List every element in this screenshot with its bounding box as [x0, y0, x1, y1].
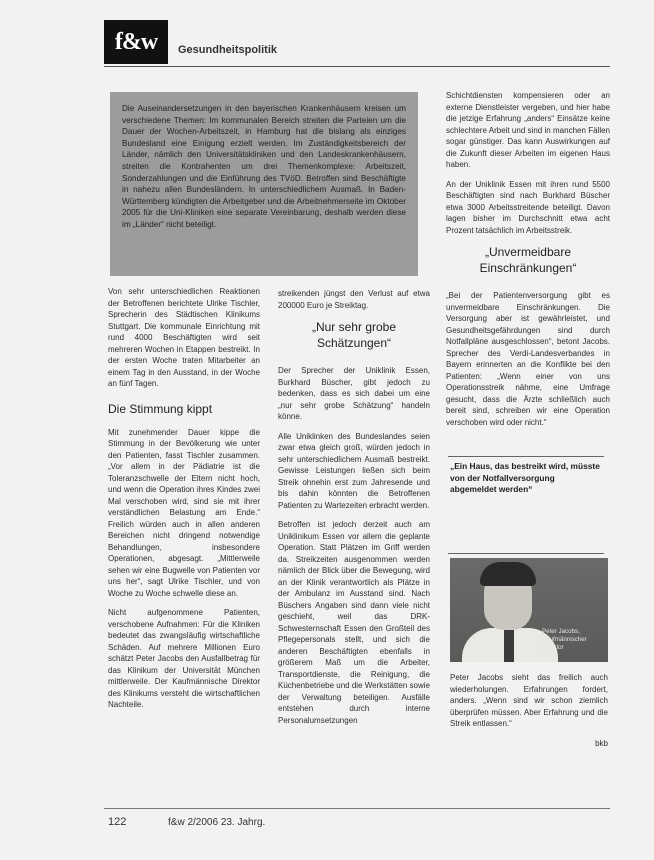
header-rule — [104, 66, 610, 67]
subheading: „Nur sehr grobe Schätzungen“ — [311, 320, 397, 350]
column-left — [108, 286, 260, 719]
pull-quote-box — [448, 456, 604, 554]
intro-box: Die Auseinandersetzungen in den bayerischen Krankenhäusern kreisen um verschiedene Themen: Im kommunalen Bereich streiten die Parteien um die Dauer der Wochen-Arbeitszeit, in Hamburg hat die bislang als einziges Bundesland eine Einigung erzielt werden. Im Zuständigkeitsbereich der Länder, nämlich den Universitätskliniken und den Landeskrankenhäusern, streiten die Kontrahenten um drei Themenkomplexe: Arbeitszeit, Sonderzahlungen und die Einführung des TVöD. Betroffen sind Beschäftigte in nahezu allen Bundesländern. In unterschiedlichem Ausmaß. In Baden-Württemberg kündigten die Arbeitgeber und die Arbeitnehmerseite im Oktober 2005 für die Uni-Kliniken eine separate Vereinbarung, deshalb werden diese im „Länder“ nicht beteiligt. — [110, 92, 418, 276]
paragraph: Der Sprecher der Uniklinik Essen, Burkhard Büscher, gibt jedoch zu bedenken, dass es sich dabei um eine „nur sehr grobe Schätzung“ handeln könne. — [278, 366, 430, 421]
column-right — [446, 90, 610, 436]
paragraph: Betroffen ist jedoch derzeit auch am Uniklinikum Essen vor allem die geplante Operation. Statt Plätzen im Griff werden da. Streikzeiten ausgenommen werden nämlich der Blick über die Bewegung, wird an der Klinik verantwortlich als Plätze in der Ambulanz im Ausstand sind. Nach Büschers Angaben sind dann viele nicht geschieht, weil das DRK-Schwesternschaft Essen den Großteil des Pflegepersonals stellt, und sich die anderen Beschäftigten ebenfalls in größerem Maß um die Arbeiter, Transportdienste, die Reinigung, die Küchenbetriebe und die Werkstätten sowie der Verwaltung beteiligen. Ausfälle entstehen durch interne Personalumsetzungen — [278, 520, 430, 725]
paragraph: Mit zunehmender Dauer kippe die Stimmung in der Bevölkerung wie unter den Patienten, fasst Tischler zusammen. „Vor allem in der Pädiatrie ist die Toleranzschwelle der Eltern nicht hoch, und wenn die Operation ihres Kindes zwei Mal verschoben wird, sind sie mit ihrer verständlichen Belastung am Ende.“ Freilich würden auch in allen anderen Bereichen nicht dringend notwendige Behandlungen, insbesondere Operationen, abgesagt. „Mittlerweile sehen wir eine Bugwelle von Patienten vor uns her“, sagt Ulrike Tischler, und von Woche zu Woche schwelle diese an. — [108, 427, 260, 598]
paragraph: Von sehr unterschiedlichen Reaktionen der Betroffenen berichtete Ulrike Tischler, Sprecherin des Städtischen Klinikums Stuttgart. Die kommunale Einrichtung mit rund 4000 Beschäftigten wird seit mehreren Wochen in Etappen bestreikt. In der ersten Woche traten Mitarbeiter an einem Tag in den Ausstand, in der Woche an fünf Tagen. — [108, 287, 260, 388]
magazine-logo: f&w — [104, 20, 168, 64]
column-middle — [278, 288, 430, 734]
pull-quote: „Ein Haus, das bestreikt wird, müsste von der Notfallversorgung abgemeldet werden“ — [450, 461, 600, 494]
photo-tie — [504, 630, 514, 662]
column-right-bottom — [450, 672, 608, 749]
photo-hair — [480, 562, 536, 586]
subheading: Die Stimmung kippt — [108, 401, 213, 416]
subheading: „Unvermeidbare Einschränkungen“ — [479, 245, 577, 275]
end-mark: bkb — [595, 738, 608, 748]
paragraph: streikenden jüngst den Verlust auf etwa 200000 Euro je Streiktag. — [278, 289, 430, 310]
paragraph: Alle Uniklinken des Bundeslandes seien zwar etwa gleich groß, würden jedoch in sehr unterschiedlichem Ausmaß bestreikt. Gewisse Leistungen ließen sich beim Streik ohnehin erst zum Jahresende und bis dahin könnten die Betroffenen Patienten zu Wartezeiten erbracht werden. — [278, 431, 430, 510]
footer-rule — [104, 808, 610, 809]
section-title: Gesundheitspolitik — [178, 44, 278, 56]
paragraph: Peter Jacobs sieht das freilich auch wiederholungen. Erfahrungen fordert, anders. „Wenn sind wir schon ziemlich überprüfen müssen. Aber Erfahrung und die Streik entlassen.“ — [450, 673, 608, 728]
paragraph: An der Uniklinik Essen mit ihren rund 5500 Beschäftigten sind nach Burkhard Büscher etwa 3000 Arbeitsstreitende beteiligt. Davon lagen bisher im Durchschnitt etwa acht Prozent tatsächlich im Arbeitsstreik. — [446, 179, 610, 235]
journal-issue: f&w 2/2006 23. Jahrg. — [168, 817, 266, 828]
paragraph: Schichtdiensten kompensieren oder an externe Dienstleister vergeben, und hier habe die jetzige Erfahrung „anders“ Einsätze keine schlechtere Arbeit und sind in manchen Fällen sogar günstiger. Das kann Auswirkungen auf die Zukunft dieser Arbeiten im eigenen Haus haben. — [446, 91, 610, 169]
paragraph: Nicht aufgenommene Patienten, verschobene Aufnahmen: Für die Kliniken bedeutet das zwangsläufig wirtschaftliche Schäden. Auf mehrere Millionen Euro schätzt Peter Jacobs den Ausfallbetrag für das Klinikum der Universität München mittlerweile. Der Kaufmännische Direktor des Klinikums versteht die wirtschaftlichen Nachteile. — [108, 608, 260, 709]
page-number: 122 — [108, 816, 127, 828]
portrait-photo — [450, 558, 608, 662]
paragraph: „Bei der Patientenversorgung gibt es unvermeidbare Einschränkungen. Die Versorgung aber ist gewährleistet, und Gesundheitsgefährdungen sind durch Notfallpläne ausgeschlossen“, betont Jacobs. Sprecher des Verdi-Landesverbandes in Bayern erinnerten an die Konflikte bei den Patienten: „Wenn einer von uns Operationsstreik nähme, eine Umfrage gesucht, dass die Ärzte schließlich auch bereit sind, schreiben wir eine Operation verschoben wird oder nicht.“ — [446, 291, 610, 427]
photo-caption: Peter Jacobs, Kaufmännischer Direktor — [542, 628, 587, 651]
